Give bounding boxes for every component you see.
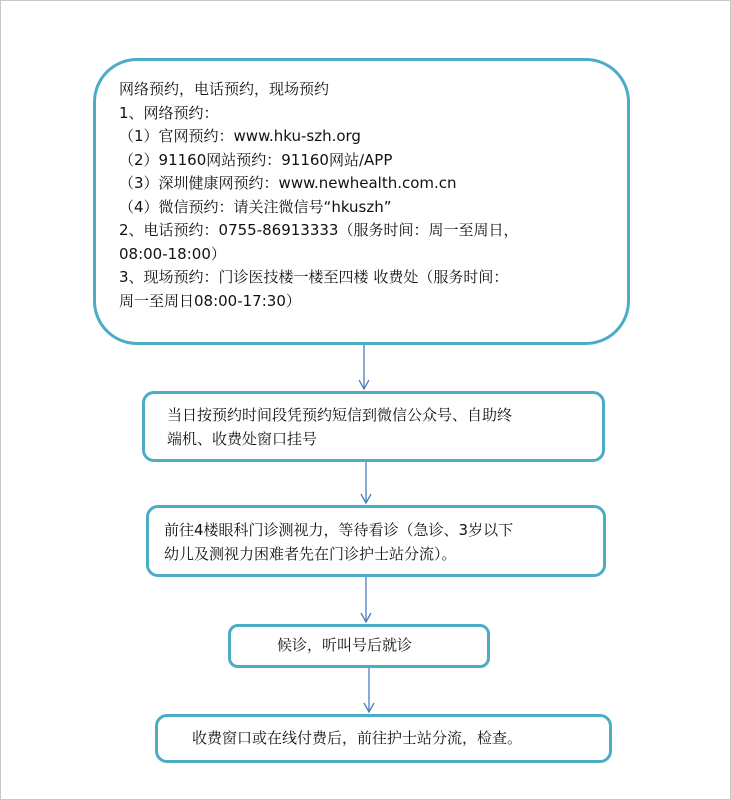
step-text-line: 08:00-18:00）	[119, 244, 226, 263]
step-text-line: 幼儿及测视力困难者先在门诊护士站分流）。	[164, 544, 457, 563]
step-text-line: 网络预约，电话预约，现场预约	[119, 80, 330, 98]
step-text-line: （3）深圳健康网预约：www.newhealth.com.cn	[119, 174, 457, 192]
step-text-line: 收费窗口或在线付费后，前往护士站分流，检查。	[192, 729, 523, 747]
step-text-line: 2、电话预约：0755-86913333（服务时间：周一至周日，	[119, 221, 519, 239]
step-appointment-methods	[93, 58, 630, 345]
step-text-line: （2）91160网站预约：91160网站/APP	[119, 150, 393, 169]
step-text-line: 当日按预约时间段凭预约短信到微信公众号、自助终	[167, 406, 513, 424]
step-text-line: 候诊，听叫号后就诊	[277, 636, 413, 654]
step-text-line: 3、现场预约：门诊医技楼一楼至四楼 收费处（服务时间：	[119, 268, 509, 286]
step-payment-exam	[155, 714, 612, 763]
step-text-line: （1）官网预约：www.hku-szh.org	[119, 127, 361, 145]
step-waiting	[228, 624, 490, 668]
step-registration	[142, 391, 605, 462]
step-text-line: 前往4楼眼科门诊测视力，等待看诊（急诊、3岁以下	[164, 521, 514, 539]
step-text-line: 周一至周日08:00-17:30）	[119, 291, 301, 310]
step-text-line: 端机、收费处窗口挂号	[167, 429, 318, 448]
step-vision-test	[146, 505, 606, 577]
step-text-line: （4）微信预约：请关注微信号“hkuszh”	[119, 197, 392, 216]
step-text-line: 1、网络预约：	[119, 103, 219, 122]
